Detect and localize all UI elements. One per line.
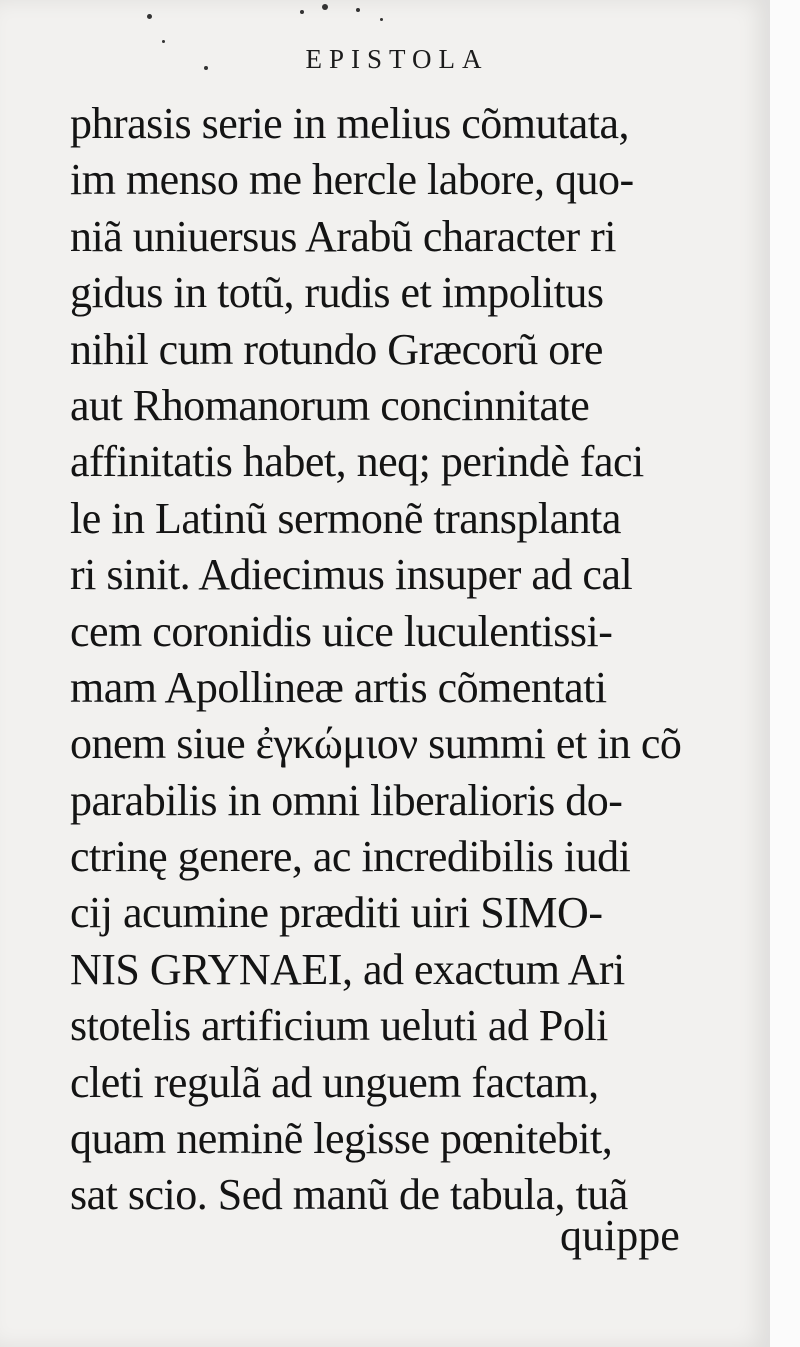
text-line: quam neminẽ legisse pœnitebit,: [70, 1114, 613, 1164]
text-line: im menso me hercle labore, quo-: [70, 155, 634, 205]
running-head: EPISTOLA: [305, 44, 489, 74]
ink-speck: [356, 8, 360, 12]
page-edge: [770, 0, 800, 1347]
ink-speck: [322, 4, 328, 10]
text-line: le in Latinũ sermonẽ transplanta: [70, 493, 621, 543]
text-line: ri sinit. Adiecimus insuper ad cal: [70, 550, 633, 600]
text-line: stotelis artificium ueluti ad Poli: [70, 1001, 608, 1051]
text-line: aut Rhomanorum concinnitate: [70, 380, 590, 430]
text-line: phrasis serie in melius cõmutata,: [70, 99, 630, 148]
text-line: affinitatis habet, neq; perindè faci: [70, 437, 644, 487]
text-block: [70, 96, 710, 1224]
text-line: ctrinę genere, ac incredibilis iudi: [70, 832, 631, 882]
ink-speck: [147, 14, 152, 19]
text-line: cij acumine præditi uiri SIMO-: [70, 888, 603, 938]
text-line: sat scio. Sed manũ de tabula, tuã: [70, 1170, 628, 1220]
ink-speck: [300, 10, 304, 14]
catchword: quippe: [560, 1211, 680, 1260]
text-line: mam Apollineæ artis cõmentati: [70, 662, 607, 712]
text-line: NIS GRYNAEI, ad exactum Ari: [70, 944, 625, 994]
text-line: niã uniuersus Arabũ character ri: [70, 211, 616, 261]
text-line: cem coronidis uice luculentissi-: [70, 606, 613, 656]
text-line: parabilis in omni liberalioris do-: [70, 775, 623, 825]
text-line: nihil cum rotundo Græcorũ ore: [70, 324, 603, 374]
ink-speck: [162, 40, 165, 43]
text-line: onem siue ἐγκώμιον summi et in cõ: [70, 719, 682, 769]
text-line: cleti regulã ad unguem factam,: [70, 1057, 599, 1107]
ink-speck: [380, 18, 383, 21]
text-line: gidus in totũ, rudis et impolitus: [70, 268, 604, 318]
